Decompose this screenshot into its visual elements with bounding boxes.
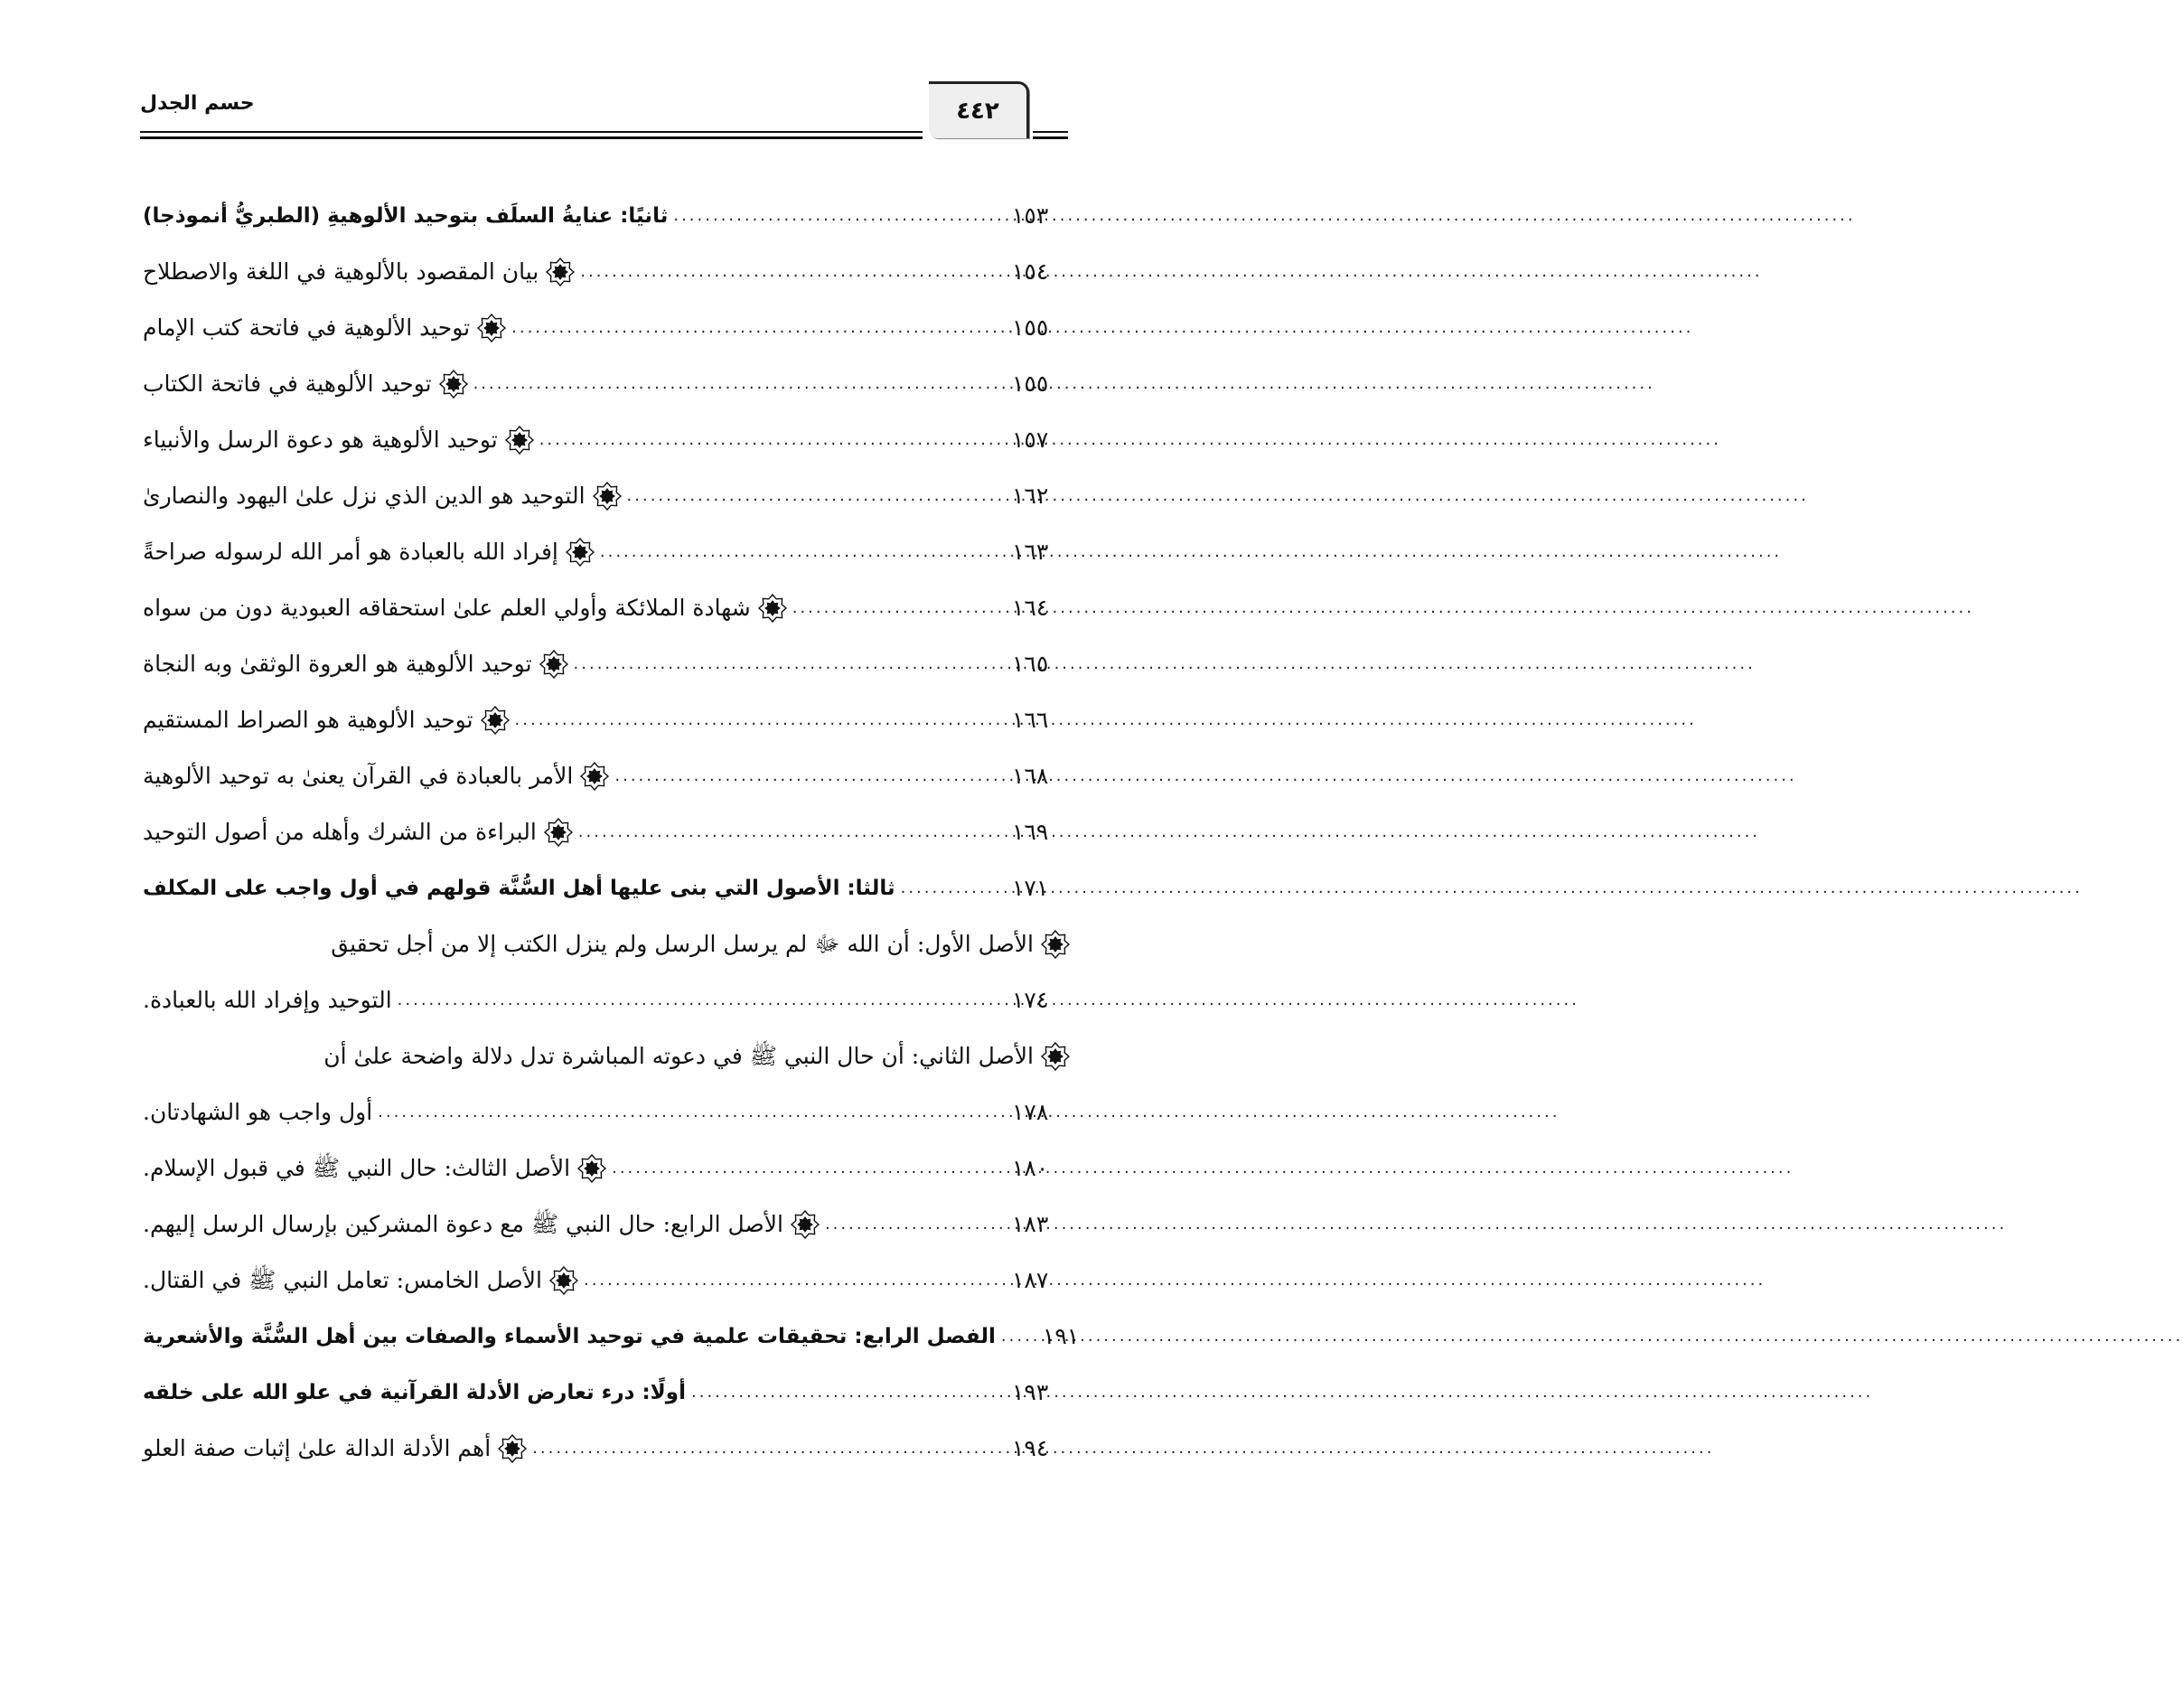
toc-heading-label: ثالثا: الأصول التي بنى عليها أهل السُّنَّة قولهم في أول واجب على المكلف [143, 877, 895, 900]
toc-entry-text [143, 473, 622, 520]
toc-entry-text [143, 417, 534, 464]
toc-page-number: ١٦٩ [1012, 819, 1049, 845]
toc-page-number: ١٨٧ [1012, 1267, 1049, 1293]
toc-page-number: ١٥٥ [1012, 371, 1049, 397]
eight-pointed-star-icon [1041, 1042, 1070, 1071]
toc-heading[interactable] [143, 860, 1070, 916]
toc-entry-label: الأمر بالعبادة في القرآن يعنىٰ به توحيد الألوهية [143, 763, 574, 789]
toc-entry-text [143, 1425, 527, 1472]
toc-page-number: ١٩١ [1042, 1323, 1080, 1349]
dot-leader [527, 1425, 1012, 1472]
toc-entry-label: الأصل الرابع: حال النبي ﷺ مع دعوة المشركين بإرسال الرسل إليهم. [143, 1211, 783, 1237]
dot-leader [609, 753, 1012, 800]
toc-entry-continuation[interactable] [143, 972, 1070, 1028]
toc-entry-label: بيان المقصود بالألوهية في اللغة والاصطلاح [143, 258, 539, 285]
dot-leader [573, 809, 1012, 856]
toc-page-number: ١٥٤ [1012, 258, 1049, 285]
dot-leader [668, 192, 1012, 239]
dot-leader [372, 1089, 1012, 1136]
eight-pointed-star-icon [481, 706, 510, 735]
toc-entry-label: البراءة من الشرك وأهله من أصول التوحيد [143, 819, 537, 845]
eight-pointed-star-icon [544, 818, 573, 847]
eight-pointed-star-icon [577, 1154, 606, 1183]
toc-entry-label: الأصل الخامس: تعامل النبي ﷺ في القتال. [143, 1267, 542, 1293]
toc-page-number: ١٥٥ [1012, 314, 1049, 341]
eight-pointed-star-icon [566, 538, 595, 567]
toc-entry-line[interactable] [143, 916, 1070, 972]
toc-entry[interactable] [143, 524, 1070, 580]
toc-entry[interactable] [143, 1421, 1070, 1477]
toc-entry[interactable] [143, 804, 1070, 860]
dot-leader [506, 305, 1012, 352]
toc-entry-label-continuation: أول واجب هو الشهادتان. [143, 1099, 373, 1125]
toc-entry[interactable] [143, 1253, 1070, 1309]
toc-heading-label: أولًا: درء تعارض الأدلة القرآنية في علو الله على خلقه [143, 1381, 686, 1404]
toc-entry-label-continuation: التوحيد وإفراد الله بالعبادة. [143, 987, 392, 1013]
toc-heading[interactable] [143, 188, 1070, 244]
dot-leader [820, 1201, 1012, 1248]
toc-entry-label: توحيد الألوهية هو دعوة الرسل والأنبياء [143, 427, 498, 453]
toc-page-number: ١٧١ [1012, 875, 1049, 901]
toc-entry-label: الأصل الثاني: أن حال النبي ﷺ في دعوته المباشرة تدل دلالة واضحة علىٰ أن [323, 1043, 1034, 1069]
toc-heading[interactable] [143, 1365, 1070, 1421]
dot-leader [787, 585, 1012, 632]
toc-entry-text [143, 865, 895, 912]
toc-entry-text [143, 192, 668, 239]
toc-entry-text [143, 809, 573, 856]
toc-entry-label: توحيد الألوهية في فاتحة كتب الإمام [143, 314, 471, 341]
toc-entry-text [143, 585, 787, 632]
toc-page-number: ١٦٦ [1012, 707, 1049, 733]
toc-entry-label: إفراد الله بالعبادة هو أمر الله لرسوله صراحةً [143, 539, 558, 565]
eight-pointed-star-icon [477, 314, 506, 343]
toc-entry-text [143, 641, 568, 688]
eight-pointed-star-icon [439, 370, 468, 399]
table-of-contents [143, 188, 1080, 1477]
toc-page-number: ١٦٢ [1012, 483, 1049, 509]
toc-entry[interactable] [143, 748, 1070, 804]
toc-entry-text [143, 1257, 578, 1304]
toc-entry-text [331, 921, 1070, 968]
toc-page-number: ١٨٣ [1012, 1211, 1049, 1237]
toc-page-number: ١٨٠ [1012, 1155, 1049, 1181]
dot-leader [392, 977, 1012, 1024]
eight-pointed-star-icon [539, 650, 568, 679]
dot-leader [686, 1369, 1012, 1416]
toc-entry[interactable] [143, 636, 1070, 692]
toc-entry[interactable] [143, 468, 1070, 524]
toc-entry-text [143, 753, 609, 800]
toc-entry-text [143, 305, 506, 352]
toc-page-number: ١٧٨ [1012, 1099, 1049, 1125]
eight-pointed-star-icon [1041, 930, 1070, 959]
page-header [140, 80, 1068, 143]
toc-entry-text [143, 1369, 686, 1416]
dot-leader [895, 865, 1012, 912]
dot-leader [468, 361, 1012, 408]
toc-entry[interactable] [143, 244, 1070, 300]
toc-entry[interactable] [143, 580, 1070, 636]
dot-leader [575, 249, 1012, 296]
toc-entry-label: توحيد الألوهية في فاتحة الكتاب [143, 371, 432, 397]
toc-heading-label: ثانيًا: عنايةُ السلَف بتوحيد الألوهيةِ (الطبريُّ أنموذجا) [143, 204, 669, 228]
toc-heading-label: الفصل الرابع: تحقيقات علمية في توحيد الأسماء والصفات بين أهل السُّنَّة والأشعرية [143, 1325, 996, 1348]
toc-entry[interactable] [143, 356, 1070, 412]
toc-page-number: ١٧٤ [1012, 987, 1049, 1013]
dot-leader [510, 697, 1012, 744]
toc-entry[interactable] [143, 1140, 1070, 1197]
toc-entry-text [143, 1313, 996, 1360]
toc-page-number: ١٦٤ [1012, 595, 1049, 621]
dot-leader [996, 1313, 1043, 1360]
toc-entry-line[interactable] [143, 1028, 1070, 1084]
dot-leader [568, 641, 1012, 688]
book-title: حسم الجدل [140, 92, 255, 115]
toc-page-number: ١٦٣ [1012, 539, 1049, 565]
eight-pointed-star-icon [580, 762, 609, 791]
page-number: ٤٤٢ [929, 81, 1029, 138]
toc-entry-label: أهم الأدلة الدالة علىٰ إثبات صفة العلو [143, 1435, 492, 1461]
toc-page-number: ١٩٤ [1012, 1435, 1049, 1461]
toc-entry-text [143, 249, 575, 296]
toc-page-number: ١٥٧ [1012, 427, 1049, 453]
toc-entry[interactable] [143, 692, 1070, 748]
toc-page-number: ١٦٨ [1012, 763, 1049, 789]
toc-page-number: ١٩٣ [1012, 1379, 1049, 1405]
toc-page-number: ١٥٣ [1012, 202, 1049, 229]
toc-entry-text [143, 1145, 606, 1192]
dot-leader [595, 529, 1012, 576]
toc-entry-label: الأصل الأول: أن الله ﷻ لم يرسل الرسل ولم ينزل الكتب إلا من أجل تحقيق [331, 931, 1034, 957]
toc-entry-label: توحيد الألوهية هو الصراط المستقيم [143, 707, 473, 733]
toc-entry-text [143, 361, 468, 408]
dot-leader [578, 1257, 1012, 1304]
toc-entry-label: شهادة الملائكة وأولي العلم علىٰ استحقاقه العبودية دون من سواه [143, 595, 751, 621]
toc-entry-label: التوحيد هو الدين الذي نزل علىٰ اليهود والنصارىٰ [143, 483, 586, 509]
toc-entry-text [143, 529, 595, 576]
toc-entry-text [143, 697, 510, 744]
toc-page-number: ١٦٥ [1012, 651, 1049, 677]
eight-pointed-star-icon [593, 482, 622, 511]
eight-pointed-star-icon [505, 426, 534, 455]
toc-entry[interactable] [143, 300, 1070, 356]
dot-leader [622, 473, 1012, 520]
eight-pointed-star-icon [549, 1266, 578, 1295]
eight-pointed-star-icon [498, 1434, 527, 1463]
eight-pointed-star-icon [758, 594, 787, 623]
eight-pointed-star-icon [791, 1210, 820, 1239]
toc-heading[interactable] [143, 1309, 1080, 1365]
toc-entry[interactable] [143, 412, 1070, 468]
toc-entry-text [143, 1201, 820, 1248]
toc-entry-continuation[interactable] [143, 1084, 1070, 1140]
dot-leader [606, 1145, 1012, 1192]
toc-entry-text [323, 1033, 1070, 1080]
eight-pointed-star-icon [546, 258, 575, 286]
dot-leader [534, 417, 1012, 464]
toc-entry[interactable] [143, 1197, 1070, 1253]
toc-entry-label: الأصل الثالث: حال النبي ﷺ في قبول الإسلام. [143, 1155, 571, 1181]
toc-entry-label: توحيد الألوهية هو العروة الوثقىٰ وبه النجاة [143, 651, 532, 677]
